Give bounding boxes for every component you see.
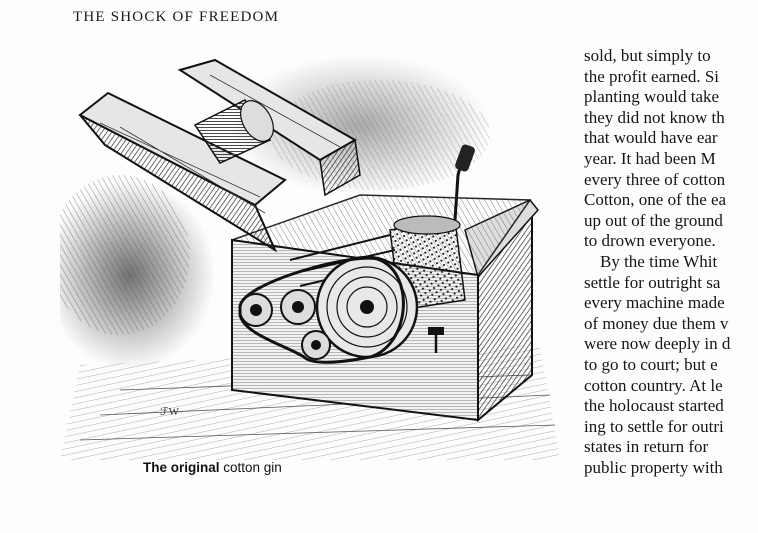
running-head: THE SHOCK OF FREEDOM [73,9,280,25]
body-text-line: Cotton, one of the ea [584,190,727,210]
body-text-line: of money due them v [584,313,729,333]
body-text-line: every three of cotton [584,169,726,189]
cotton-gin-illustration [60,45,560,460]
body-text-line: the holocaust started [584,396,724,416]
svg-text:ℱW: ℱW [160,406,180,418]
figure-caption-rest: cotton gin [219,460,282,475]
figure-caption-bold: The original [143,460,220,475]
body-text-line: By the time Whit [600,251,718,271]
body-text-line: to go to court; but e [584,354,718,374]
body-text-line: cotton country. At le [584,375,723,395]
figure-caption [143,460,282,475]
body-text-line: every machine made [584,293,725,313]
body-text-line: planting would take [584,87,720,107]
body-text-line: year. It had been M [584,148,716,168]
body-text-line: up out of the ground [584,210,723,230]
body-text-line: were now deeply in d [584,334,731,354]
body-text-line: states in return for [584,437,709,457]
body-text-line: sold, but simply to [584,46,711,65]
body-text-line: to drown everyone. [584,231,716,251]
body-text-line: public property with [584,457,723,477]
body-text-line: they did not know th [584,107,725,127]
body-text-line: settle for outright sa [584,272,721,292]
body-text-line: the profit earned. Si [584,66,720,86]
body-text-line: ing to settle for outri [584,416,724,436]
body-text-column [584,46,758,533]
body-text-line: that would have ear [584,128,718,148]
